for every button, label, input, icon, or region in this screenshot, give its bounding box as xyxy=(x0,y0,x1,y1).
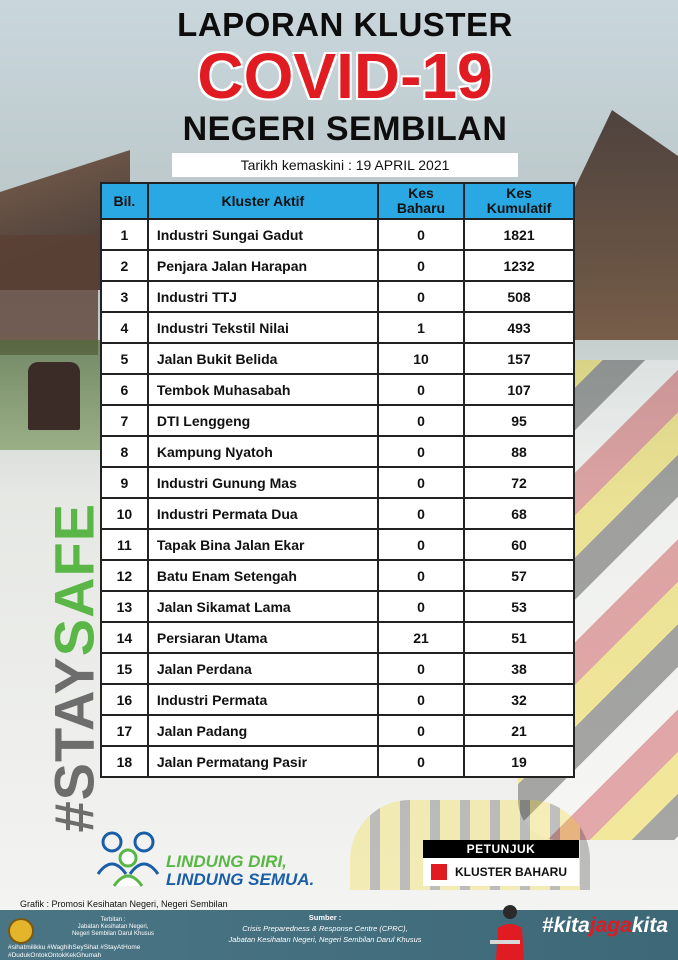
table-row xyxy=(101,219,574,250)
table-row xyxy=(101,746,574,777)
cell-bil: 14 xyxy=(101,622,148,653)
cell-kes-baharu: 21 xyxy=(378,622,464,653)
publisher-org-2: Negeri Sembilan Darul Khusus xyxy=(71,931,155,937)
publisher-label: Terbitan : xyxy=(100,917,126,923)
table-row xyxy=(101,498,574,529)
table-row xyxy=(101,312,574,343)
kitajaga-part2: jaga xyxy=(589,914,632,937)
cell-bil: 13 xyxy=(101,591,148,622)
title-laporan-kluster: LAPORAN KLUSTER xyxy=(177,6,513,43)
cell-kluster: Industri Permata xyxy=(148,684,378,715)
cell-kluster: Industri Tekstil Nilai xyxy=(148,312,378,343)
legend-entry xyxy=(423,858,579,886)
table-row xyxy=(101,374,574,405)
header-bil: Bil. xyxy=(101,183,148,219)
cell-bil: 5 xyxy=(101,343,148,374)
header-kes-kumulatif: Kes Kumulatif xyxy=(464,183,574,219)
cell-kluster: Batu Enam Setengah xyxy=(148,560,378,591)
slogan-line2: LINDUNG SEMUA. xyxy=(166,870,315,889)
cell-kluster: Kampung Nyatoh xyxy=(148,436,378,467)
cell-kluster: Industri Permata Dua xyxy=(148,498,378,529)
cell-kes-baharu: 0 xyxy=(378,591,464,622)
hashtags-line1: #sihatmilikku #WaghihSeySihat #StayAtHome xyxy=(8,944,141,951)
cell-kluster: DTI Lenggeng xyxy=(148,405,378,436)
cell-bil: 1 xyxy=(101,219,148,250)
cell-kes-baharu: 0 xyxy=(378,405,464,436)
table-row xyxy=(101,591,574,622)
table-row xyxy=(101,436,574,467)
cell-kes-kumulatif: 1232 xyxy=(464,250,574,281)
cell-kes-baharu: 1 xyxy=(378,312,464,343)
cell-bil: 17 xyxy=(101,715,148,746)
cell-kes-kumulatif: 88 xyxy=(464,436,574,467)
staysafe-safe: SAFE xyxy=(42,502,106,657)
cell-bil: 15 xyxy=(101,653,148,684)
cell-kes-kumulatif: 21 xyxy=(464,715,574,746)
publisher-block xyxy=(8,914,192,958)
header-kes-baharu: Kes Baharu xyxy=(378,183,464,219)
table-body xyxy=(101,219,574,777)
source-line1: Crisis Preparedness & Response Centre (CPRC), xyxy=(242,924,408,933)
table-row xyxy=(101,281,574,312)
cell-kes-baharu: 0 xyxy=(378,467,464,498)
ministry-logo-icon xyxy=(8,918,34,944)
cell-kes-kumulatif: 95 xyxy=(464,405,574,436)
cell-kes-baharu: 0 xyxy=(378,529,464,560)
table-row xyxy=(101,560,574,591)
table-row xyxy=(101,343,574,374)
table-row xyxy=(101,715,574,746)
table-row xyxy=(101,467,574,498)
table-row xyxy=(101,653,574,684)
cluster-table xyxy=(100,182,575,778)
cell-kluster: Industri Sungai Gadut xyxy=(148,219,378,250)
cell-kes-kumulatif: 51 xyxy=(464,622,574,653)
cell-bil: 16 xyxy=(101,684,148,715)
cell-kes-kumulatif: 53 xyxy=(464,591,574,622)
cell-kes-baharu: 0 xyxy=(378,746,464,777)
cell-bil: 3 xyxy=(101,281,148,312)
title-negeri-sembilan: NEGERI SEMBILAN xyxy=(182,110,508,148)
cell-kes-kumulatif: 19 xyxy=(464,746,574,777)
source-label: Sumber : xyxy=(308,913,342,922)
cell-kluster: Jalan Permatang Pasir xyxy=(148,746,378,777)
cell-kes-kumulatif: 1821 xyxy=(464,219,574,250)
cell-bil: 9 xyxy=(101,467,148,498)
slogan-line1: LINDUNG DIRI, xyxy=(166,852,287,871)
legend-title: PETUNJUK xyxy=(423,840,579,858)
cell-kes-baharu: 0 xyxy=(378,281,464,312)
graphic-credit: Grafik : Promosi Kesihatan Negeri, Negeri Sembilan xyxy=(20,899,228,909)
cell-kes-baharu: 0 xyxy=(378,684,464,715)
legend xyxy=(423,840,579,892)
cell-kes-kumulatif: 508 xyxy=(464,281,574,312)
cell-bil: 12 xyxy=(101,560,148,591)
table-row xyxy=(101,622,574,653)
kitajaga-part3: kita xyxy=(631,914,668,937)
cell-kes-kumulatif: 72 xyxy=(464,467,574,498)
cell-kluster: Tapak Bina Jalan Ekar xyxy=(148,529,378,560)
table-row xyxy=(101,684,574,715)
cell-kes-baharu: 0 xyxy=(378,219,464,250)
hashtags-line2: #DudukOntokOntokKekGhumah xyxy=(8,952,102,959)
person-laptop-icon xyxy=(488,900,528,960)
cell-kluster: Jalan Bukit Belida xyxy=(148,343,378,374)
source-line2: Jabatan Kesihatan Negeri, Negeri Sembilan Darul Khusus xyxy=(228,935,422,944)
table-row xyxy=(101,250,574,281)
cell-kes-kumulatif: 107 xyxy=(464,374,574,405)
cell-kes-kumulatif: 38 xyxy=(464,653,574,684)
publisher-org-1: Jabatan Kesihatan Negeri, xyxy=(77,924,149,930)
publisher-text xyxy=(34,917,192,938)
cell-kluster: Persiaran Utama xyxy=(148,622,378,653)
cell-bil: 18 xyxy=(101,746,148,777)
cell-kluster: Penjara Jalan Harapan xyxy=(148,250,378,281)
cell-kluster: Industri Gunung Mas xyxy=(148,467,378,498)
staysafe-stay: STAY xyxy=(42,656,106,801)
cell-bil: 8 xyxy=(101,436,148,467)
slogan xyxy=(166,853,314,889)
cell-kes-kumulatif: 60 xyxy=(464,529,574,560)
table-row xyxy=(101,405,574,436)
kitajagakita-banner xyxy=(488,900,678,960)
background-monument xyxy=(28,362,80,430)
cell-kes-kumulatif: 57 xyxy=(464,560,574,591)
kitajaga-part1: #kita xyxy=(541,914,590,937)
cell-kes-baharu: 0 xyxy=(378,560,464,591)
cell-kluster: Jalan Sikamat Lama xyxy=(148,591,378,622)
header-kluster-aktif: Kluster Aktif xyxy=(148,183,378,219)
background-house-left xyxy=(0,235,98,355)
cell-kes-baharu: 0 xyxy=(378,374,464,405)
cell-kes-kumulatif: 32 xyxy=(464,684,574,715)
cell-kes-baharu: 0 xyxy=(378,250,464,281)
cell-kluster: Industri TTJ xyxy=(148,281,378,312)
cell-kes-baharu: 10 xyxy=(378,343,464,374)
cell-kluster: Jalan Perdana xyxy=(148,653,378,684)
cell-kes-baharu: 0 xyxy=(378,653,464,684)
legend-swatch-red xyxy=(431,864,447,880)
cell-kluster: Jalan Padang xyxy=(148,715,378,746)
cell-bil: 7 xyxy=(101,405,148,436)
family-icon xyxy=(96,828,162,888)
cell-kes-baharu: 0 xyxy=(378,715,464,746)
cell-bil: 10 xyxy=(101,498,148,529)
update-date: Tarikh kemaskini : 19 APRIL 2021 xyxy=(172,153,518,177)
cell-kes-kumulatif: 493 xyxy=(464,312,574,343)
cell-bil: 11 xyxy=(101,529,148,560)
hashtags xyxy=(8,944,198,960)
table-header-row xyxy=(101,183,574,219)
staysafe-vertical-text xyxy=(42,502,107,833)
cell-bil: 2 xyxy=(101,250,148,281)
kitajagakita-hashtag xyxy=(542,914,668,938)
cell-kes-baharu: 0 xyxy=(378,498,464,529)
cell-bil: 4 xyxy=(101,312,148,343)
cell-kes-baharu: 0 xyxy=(378,436,464,467)
cell-kluster: Tembok Muhasabah xyxy=(148,374,378,405)
cell-kes-kumulatif: 157 xyxy=(464,343,574,374)
title-covid19: COVID-19 xyxy=(197,40,493,112)
source-block xyxy=(200,912,450,945)
legend-label: KLUSTER BAHARU xyxy=(455,865,567,879)
cell-kes-kumulatif: 68 xyxy=(464,498,574,529)
staysafe-hash: # xyxy=(42,800,106,833)
table-row xyxy=(101,529,574,560)
cell-bil: 6 xyxy=(101,374,148,405)
